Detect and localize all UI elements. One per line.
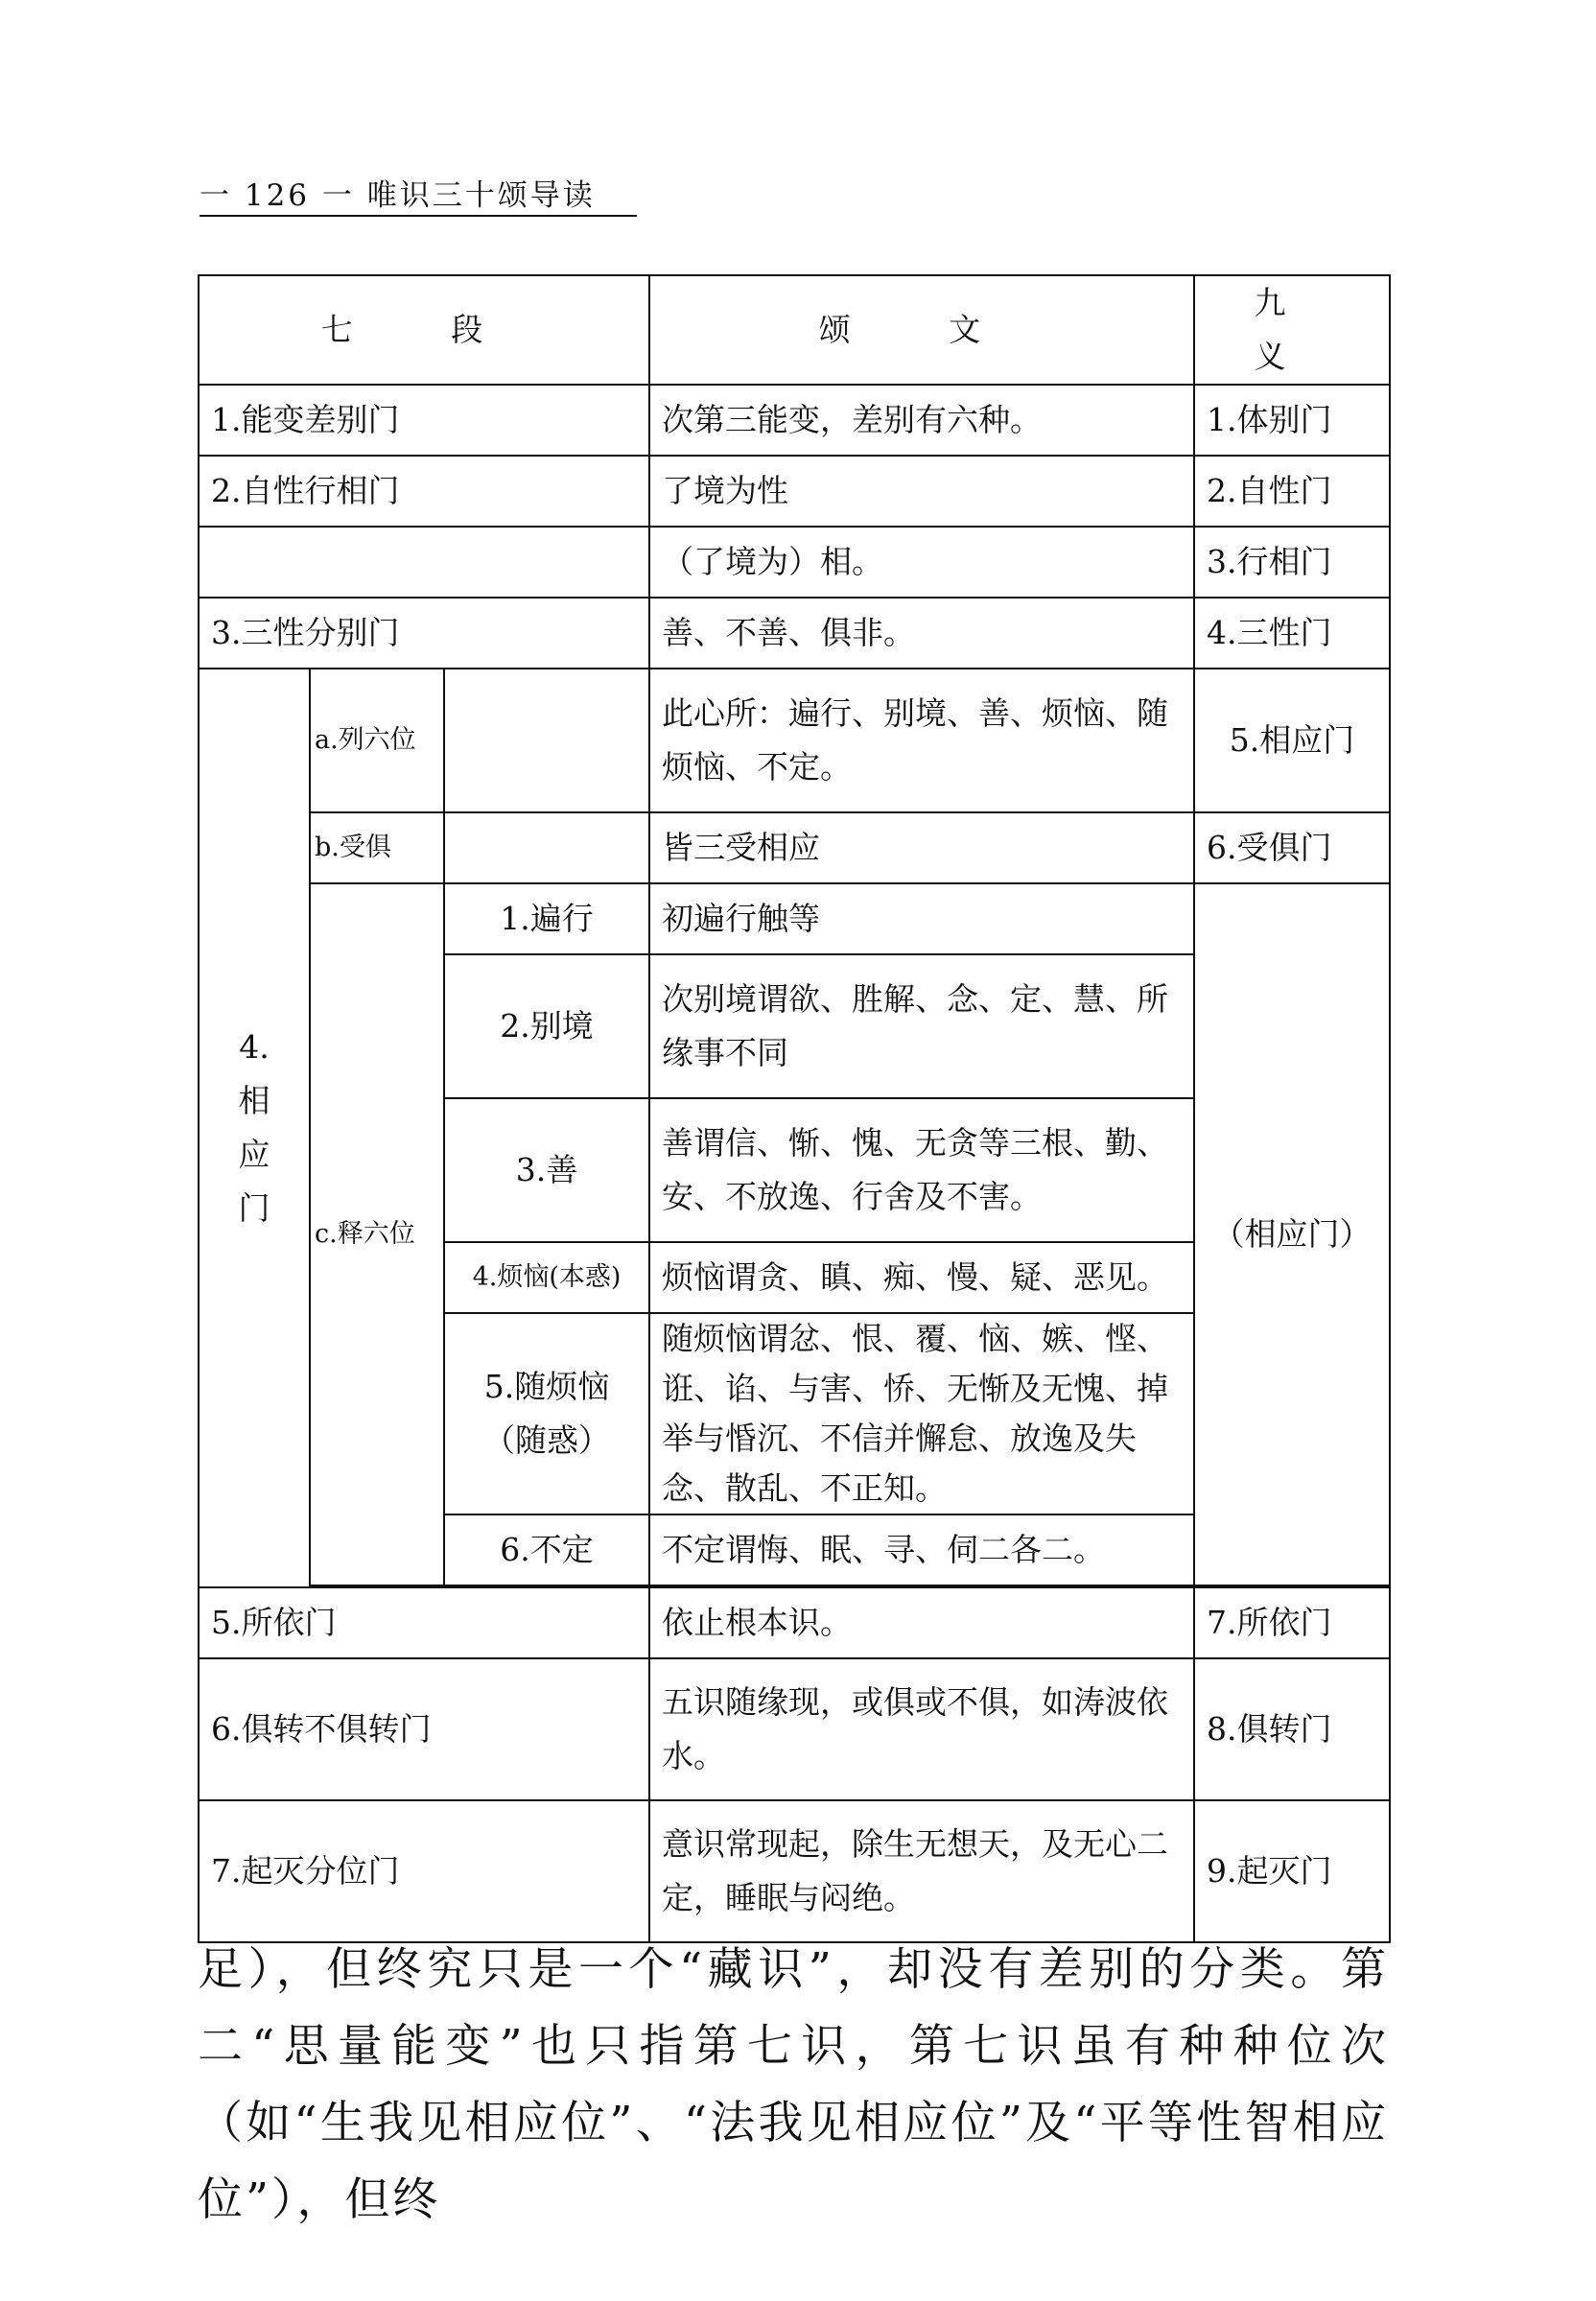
- table-row: [199, 527, 1390, 598]
- item-label: 2.别境: [444, 954, 649, 1098]
- section-cell: 6.俱转不俱转门: [199, 1658, 649, 1800]
- group-label-char: 门: [238, 1189, 270, 1227]
- verse-cell: 次第三能变，差别有六种。: [649, 385, 1194, 456]
- verse-cell: （了境为）相。: [649, 527, 1194, 598]
- meaning-cell: 8.俱转门: [1194, 1658, 1390, 1800]
- verse-cell: 初遍行触等: [649, 883, 1194, 954]
- subsection-blank: [444, 812, 649, 883]
- item-label: 4.烦恼(本惑): [444, 1242, 649, 1313]
- subsection-label: c.释六位: [310, 883, 444, 1585]
- group-label-number: 4.: [239, 1028, 270, 1066]
- table-header-row: [199, 275, 1390, 385]
- subsection-blank: [444, 669, 649, 812]
- verse-cell: 善谓信、惭、愧、无贪等三根、勤、安、不放逸、行舍及不害。: [649, 1098, 1194, 1242]
- table-row: [199, 598, 1390, 669]
- verse-cell: 了境为性: [649, 456, 1194, 527]
- meaning-cell: 5.相应门: [1194, 669, 1390, 812]
- section-cell: 7.起灭分位门: [199, 1800, 649, 1942]
- verse-cell: 皆三受相应: [649, 812, 1194, 883]
- section-cell-empty: [199, 527, 649, 598]
- section-cell: 2.自性行相门: [199, 456, 649, 527]
- table-row: [199, 1587, 1390, 1658]
- verse-cell: 依止根本识。: [649, 1587, 1194, 1658]
- table-row: [199, 883, 1390, 954]
- item-label-line: 5.随烦恼: [483, 1368, 610, 1405]
- table-row: [199, 456, 1390, 527]
- page-header: 一 126 一 唯识三十颂导读: [200, 178, 596, 213]
- meaning-cell: 7.所依门: [1194, 1587, 1390, 1658]
- table-row: [199, 1800, 1390, 1942]
- seven-sections-table: [198, 274, 1391, 1943]
- header-seven-sections: 七 段: [199, 275, 649, 385]
- verse-cell: 烦恼谓贪、瞋、痴、慢、疑、恶见。: [649, 1242, 1194, 1313]
- table-row: [199, 1658, 1390, 1800]
- header-underline: [200, 215, 637, 217]
- verse-cell: 此心所：遍行、别境、善、烦恼、随烦恼、不定。: [649, 669, 1194, 812]
- meaning-cell: （相应门）: [1194, 883, 1390, 1585]
- meaning-cell: 6.受俱门: [1194, 812, 1390, 883]
- item-label: 6.不定: [444, 1514, 649, 1585]
- verse-cell: 善、不善、俱非。: [649, 598, 1194, 669]
- header-nine-meanings: 九 义: [1194, 275, 1390, 385]
- body-paragraph: 足），但终究只是一个“藏识”，却没有差别的分类。第二“思量能变”也只指第七识，第七识虽有种种位次（如“生我见相应位”、“法我见相应位”及“平等性智相应位”），但终: [198, 1943, 1389, 2226]
- item-label: 1.遍行: [444, 883, 649, 954]
- group-label-char: 相: [238, 1082, 270, 1119]
- table-row: [199, 812, 1390, 883]
- verse-cell: 意识常现起，除生无想天，及无心二定，睡眠与闷绝。: [649, 1800, 1194, 1942]
- item-label-line: （随惑）: [483, 1421, 611, 1459]
- meaning-cell: 3.行相门: [1194, 527, 1390, 598]
- verse-cell: 随烦恼谓忿、恨、覆、恼、嫉、悭、诳、谄、与害、㤭、无惭及无愧、掉举与惛沉、不信并懈怠、放逸及失念、散乱、不正知。: [649, 1313, 1194, 1514]
- group-label-char: 应: [238, 1136, 270, 1173]
- header-verse: 颂 文: [649, 275, 1194, 385]
- subsection-label: b.受俱: [310, 812, 444, 883]
- item-label: [444, 1313, 649, 1514]
- verse-cell: 五识随缘现，或俱或不俱，如涛波依水。: [649, 1658, 1194, 1800]
- table-row: [199, 385, 1390, 456]
- meaning-cell: 4.三性门: [1194, 598, 1390, 669]
- section-cell: 3.三性分别门: [199, 598, 649, 669]
- table-row: [199, 669, 1390, 812]
- section-cell: 1.能变差别门: [199, 385, 649, 456]
- subsection-label: a.列六位: [310, 669, 444, 812]
- item-label: 3.善: [444, 1098, 649, 1242]
- verse-cell: 不定谓悔、眠、寻、伺二各二。: [649, 1514, 1194, 1585]
- group-label-cell: [199, 669, 310, 1587]
- meaning-cell: 2.自性门: [1194, 456, 1390, 527]
- meaning-cell: 1.体别门: [1194, 385, 1390, 456]
- section-cell: 5.所依门: [199, 1587, 649, 1658]
- verse-cell: 次别境谓欲、胜解、念、定、慧、所缘事不同: [649, 954, 1194, 1098]
- meaning-cell: 9.起灭门: [1194, 1800, 1390, 1942]
